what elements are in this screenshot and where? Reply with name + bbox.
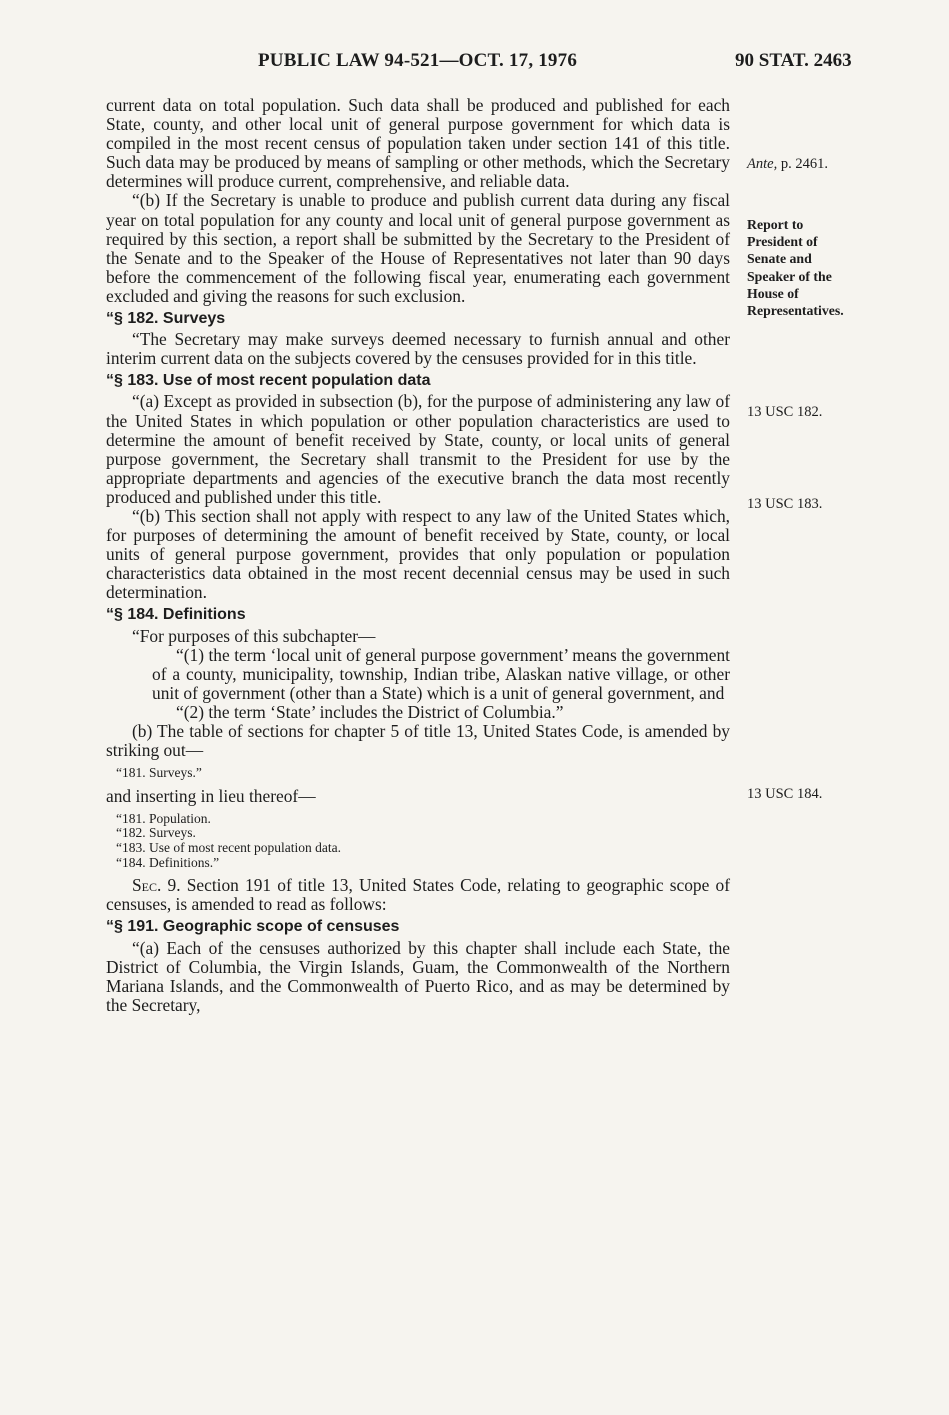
paragraph-184-1: “(1) the term ‘local unit of general purpose government’ means the government of a county, municipality, township, Indian tribe, Alaskan native village, or other unit of government (other than a State) which is a unit of general government, and [152,644,730,703]
section-heading-184: “§ 184. Definitions [106,606,246,624]
margin-note-ante-page: p. 2461. [780,156,828,172]
margin-note-usc182: 13 USC 182. [747,404,823,420]
paragraph-continuation: current data on total population. Such data shall be produced and published for each State, county, and other local unit of general purpose government for which data is compiled in the most recent census of population taken under section 141 of this title. Such data may be produced by means of sampling or other methods, which the Secretary determines will produce current, comprehensive, and reliable data. [106,95,730,192]
paragraph-inserting: and inserting in lieu thereof— [106,785,316,806]
list-item: “182. Surveys. [116,825,196,841]
margin-note-line: House of [747,285,799,301]
list-item: “184. Definitions.” [116,854,220,870]
paragraph-8b: (b) The table of sections for chapter 5 of title 13, United States Code, is amended by striking out— [106,721,730,761]
section-heading-182: “§ 182. Surveys [106,310,226,328]
margin-note-ante-label: Ante, [747,156,778,172]
section-label: Sec. 9. [132,875,181,896]
section-heading-191: “§ 191. Geographic scope of censuses [106,918,400,936]
margin-note-usc183: 13 USC 183. [747,496,823,512]
margin-note-ante [747,156,867,173]
paragraph-183a: “(a) Except as provided in subsection (b), for the purpose of administering any law of the United States in which population or other population characteristics are used to determine the amount of benefit received by State, county, or local units of general purpose government, the Secretary shall transmit to the President for use by the appropriate departments and agencies of the executive branch the data most recently produced and published under this title. [106,391,730,507]
inserted-table-entries [116,812,730,870]
paragraph-182: “The Secretary may make surveys deemed necessary to furnish annual and other interim current data on the subjects covered by the censuses provided for in this title. [106,329,730,369]
margin-note-line: Report to [747,217,804,232]
paragraph-184-intro: “For purposes of this subchapter— [132,625,376,646]
paragraph-184-2: “(2) the term ‘State’ includes the District of Columbia.” [176,701,564,722]
section-heading-183: “§ 183. Use of most recent population data [106,372,431,390]
paragraph-sec9 [106,876,730,914]
running-header-title: PUBLIC LAW 94-521—OCT. 17, 1976 [258,50,578,71]
list-item: “181. Surveys.” [116,765,202,781]
margin-note-line: Senate and [747,251,812,267]
struck-table-entry [116,766,730,781]
margin-note-line: Representatives. [747,303,844,319]
paragraph-183b: “(b) This section shall not apply with respect to any law of the United States which, for purposes of determining the amount of benefit received by State, county, or local units of general purpose government, provides that only population or population characteristics data obtained in the most recent decennial census may be used in such determination. [106,505,730,603]
paragraph-181b: “(b) If the Secretary is unable to produce and publish current data during any fiscal year on total population for any county and local unit of general purpose government as required by this section, a report shall be submitted by the Secretary to the President of the Senate and to the Speaker of the House of Representatives not later than 90 days before the commencement of the following fiscal year, enumerating each government excluded and giving the reasons for such exclusion. [106,190,730,306]
list-item: “183. Use of most recent population data. [116,840,341,856]
section-text: Section 191 of title 13, United States Code, relating to geographic scope of censuses, is amended to read as follows: [106,875,730,915]
margin-note-line: Speaker of the [747,268,832,284]
main-text-column [106,96,730,1015]
margin-note-line: President of [747,234,818,250]
margin-note-report [747,216,867,319]
margin-note-usc184: 13 USC 184. [747,786,823,802]
paragraph-191a: “(a) Each of the censuses authorized by this chapter shall include each State, the District of Columbia, the Virgin Islands, Guam, the Commonwealth of the Northern Mariana Islands, and the Commonwealth of Puerto Rico, and as may be determined by the Secretary, [106,937,730,1015]
page-stat-number: 90 STAT. 2463 [735,50,852,71]
list-item: “181. Population. [116,810,211,826]
